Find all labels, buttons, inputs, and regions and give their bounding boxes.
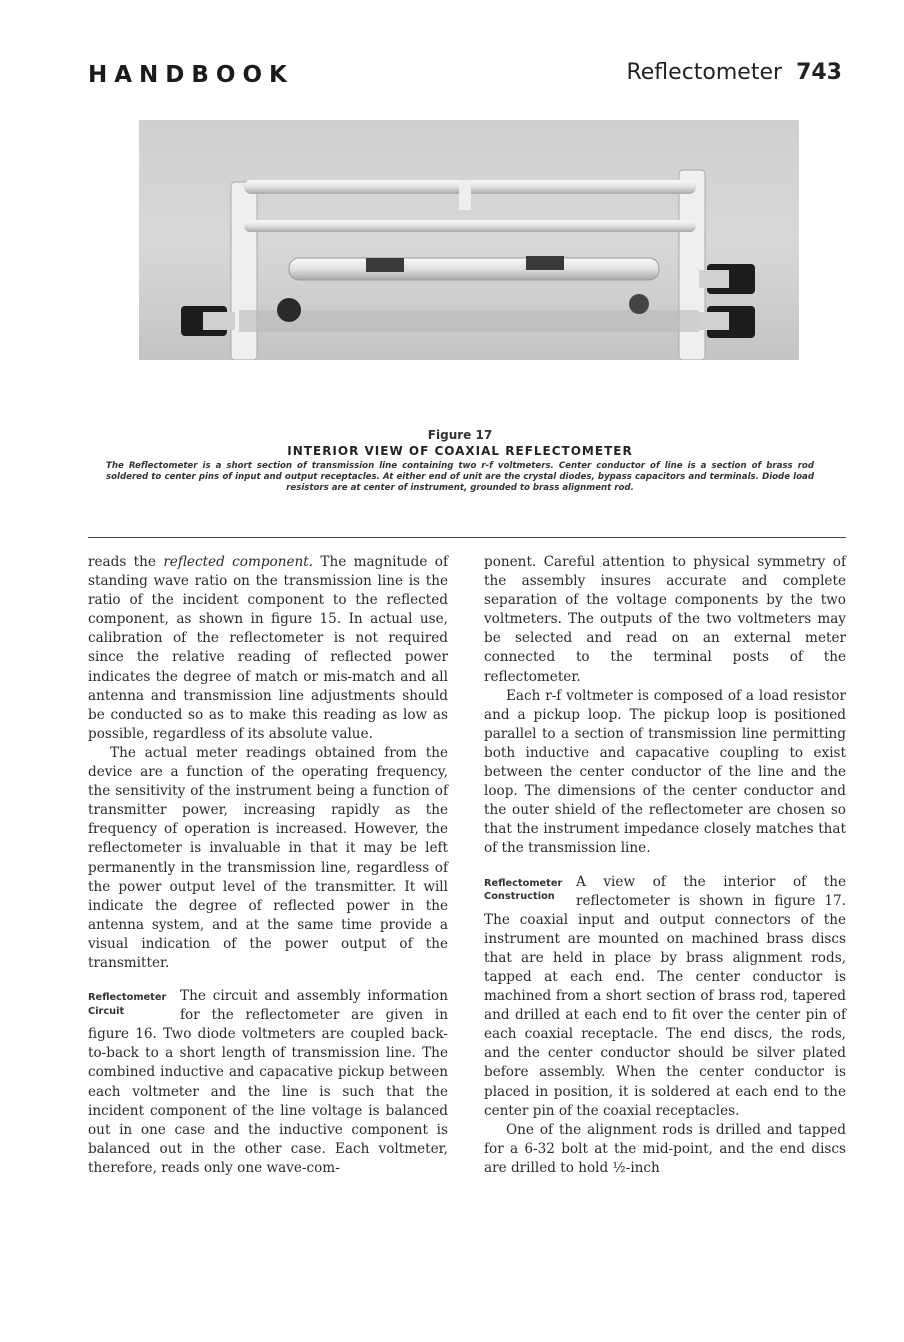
figure-label: Figure 17 [427,428,493,442]
paragraph [88,553,448,744]
right-column [484,553,846,1178]
load-resistor-left [366,258,404,272]
text-span: reads the [88,554,164,570]
reflectometer-photo [139,120,799,360]
side-heading-line: Circuit [88,1005,125,1017]
emphasis: reflected component. [163,554,314,570]
text-span: The magnitude of standing wave ratio on the transmission line is the ratio of the incident component to the reflected component, as shown in figure 15. In actual use, calibration of the reflectometer is not required since the relative reading of reflected power indicates the degree of match or mis-match and all antenna and transmission line adjustments should be conducted so as to make this reading as low as possible, regardless of its absolute value. [88,554,448,742]
paragraph: ponent. Careful attention to physical symmetry of the assembly insures accurate and complete separation of the voltage components by the two voltmeters. The outputs of the two voltmeters may be selected and read on an external meter connected to the terminal posts of the reflectometer. [484,554,846,685]
side-heading-line: Reflectometer [484,877,563,889]
side-heading [484,877,576,904]
side-heading-line: Construction [484,891,555,902]
figure-caption [100,428,820,494]
paragraph: Each r-f voltmeter is composed of a load resistor and a pickup loop. The pickup loop is positioned parallel to a section of transmission line permitting both inductive and capacative coupling to exist between the center conductor of the line and the loop. The dimensions of the center conductor and the outer shield of the reflectometer are chosen so that the instrument impedance closely matches that of the transmission line. [484,687,846,857]
section-divider [88,537,846,538]
header-right [626,60,842,85]
figure-title: INTERIOR VIEW OF COAXIAL REFLECTOMETER [287,444,633,458]
paragraph: One of the alignment rods is drilled and tapped for a 6-32 bolt at the mid-point, and the end discs are drilled to hold ½-inch [484,1121,846,1176]
section-reflectometer-circuit [88,987,448,1178]
paragraph: The actual meter readings obtained from the device are a function of the operating frequency, the sensitivity of the instrument being a function of transmitter power, increasing rapidly as the frequency of operation is increased. However, the reflectometer is invaluable in that it may be left permanently in the transmission line, regardless of the power output level of the transmitter. It will indicate the degree of reflected power in the antenna system, and at the same time provide a visual indication of the power output of the transmitter. [88,744,448,971]
figure-description: The Reflectometer is a short section of transmission line containing two r-f voltmeters. Center conductor of line is a section of brass rod soldered to center pins of input and output receptacles. At either end of unit are the crystal diodes, bypass capacitors and terminals. Diode load resistors are at center of instrument, grounded to brass alignment rod. [106,461,814,493]
middle-alignment-rod [244,220,696,232]
header-topic: Reflectometer [626,60,783,85]
running-header: HANDBOOK [88,62,294,88]
side-heading-line: Reflectometer [88,992,167,1004]
bottom-shadow [239,310,699,332]
left-column [88,553,448,1178]
crystal-diode-left [277,298,301,322]
center-conductor [289,258,659,280]
paragraph: The circuit and assembly information for the reflectometer are given in figure 16. Two diode voltmeters are coupled back-to-back to a short length of transmission line. The combined inductive and capacative pickup between each voltmeter and the line is such that the incident component of the line voltage is balanced out in one case and the inductive component is balanced out in the other case. Each voltmeter, therefore, reads only one wave-com- [88,988,448,1176]
load-resistor-right [526,256,564,270]
crystal-diode-right [629,294,649,314]
section-reflectometer-construction [484,873,846,1121]
side-heading [88,991,180,1018]
page-number: 743 [796,60,842,85]
paragraph: A view of the interior of the reflectometer is shown in figure 17. The coaxial input and output connectors of the instrument are mounted on machined brass discs that are held in place by brass alignment rods, tapped at each end. The center conductor is machined from a short section of brass rod, tapered and drilled at each end to fit over the center pin of each coaxial receptacle. The end discs, the rods, and the center conductor should be silver plated before assembly. When the center conductor is placed in position, it is soldered at each end to the center pin of the coaxial receptacles. [484,873,846,1119]
left-end-disc [231,182,257,360]
